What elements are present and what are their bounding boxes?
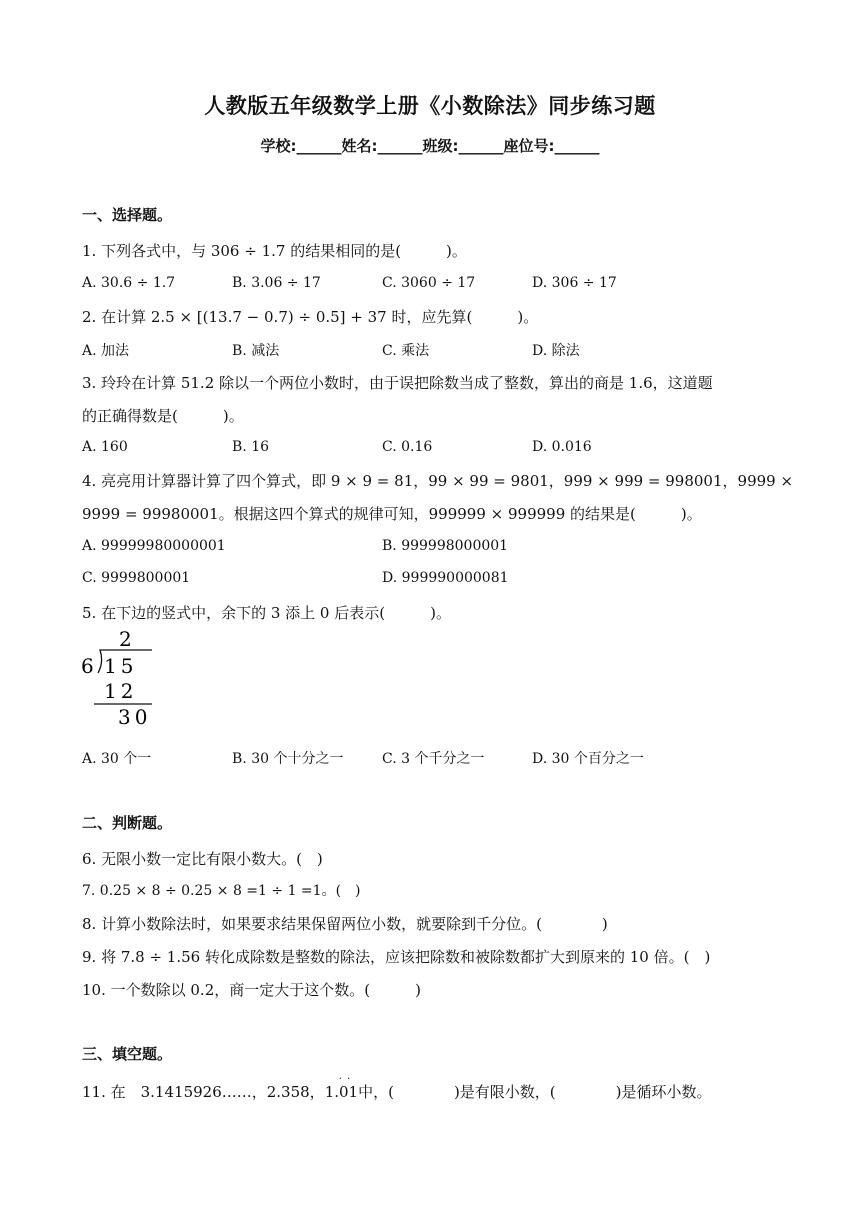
q1-option-b: B. 3.06 ÷ 17 [232, 275, 321, 291]
q1-option-c: C. 3060 ÷ 17 [382, 275, 476, 291]
question-6: 6. 无限小数一定比有限小数大。( ) [82, 850, 323, 868]
question-10: 10. 一个数除以 0.2，商一定大于这个数。( ) [82, 981, 421, 999]
question-4-line-1: 4. 亮亮用计算器计算了四个算式，即 9 × 9 = 81，99 × 99 = 9801，999 × 999 = 998001，9999 × [82, 472, 794, 490]
section-heading-fill: 三、填空题。 [82, 1045, 173, 1063]
q4-option-c: C. 9999800001 [82, 570, 191, 586]
division-product: 12 [104, 679, 138, 703]
repeating-dots: · · [338, 1074, 352, 1085]
q3-option-c: C. 0.16 [382, 439, 433, 455]
division-dividend: 15 [104, 654, 138, 678]
q2-option-a: A. 加法 [82, 343, 130, 359]
q3-option-b: B. 16 [232, 439, 270, 455]
q5-option-b: B. 30 个十分之一 [232, 751, 344, 767]
division-divisor: 6 [81, 654, 94, 678]
question-7: 7. 0.25 × 8 ÷ 0.25 × 8 =1 ÷ 1 =1。( ) [82, 883, 361, 899]
q5-option-a: A. 30 个一 [82, 751, 152, 767]
q2-option-d: D. 除法 [532, 343, 580, 359]
section-heading-judge: 二、判断题。 [82, 814, 173, 832]
student-info-line: 学校:______姓名:______班级:______座位号:______ [260, 137, 600, 155]
question-5: 5. 在下边的竖式中，余下的 3 添上 0 后表示( )。 [82, 604, 451, 622]
division-quotient: 2 [119, 627, 132, 651]
q11-suffix: 中，( )是有限小数，( )是循环小数。 [358, 1083, 712, 1101]
repeating-decimal-value: 1.01 [324, 1083, 359, 1101]
question-8: 8. 计算小数除法时，如果要求结果保留两位小数，就要除到千分位。( ) [82, 915, 608, 933]
question-1: 1. 下列各式中，与 306 ÷ 1.7 的结果相同的是( )。 [82, 242, 467, 260]
q4-option-d: D. 999990000081 [382, 570, 509, 586]
q11-prefix: 11. 在 3.1415926……，2.358， [82, 1083, 325, 1101]
q2-option-c: C. 乘法 [382, 343, 430, 359]
repeating-decimal [324, 1074, 359, 1101]
question-9: 9. 将 7.8 ÷ 1.56 转化成除数是整数的除法，应该把除数和被除数都扩大到原来的 10 倍。( ) [82, 948, 711, 966]
division-remainder: 30 [118, 705, 152, 729]
question-2: 2. 在计算 2.5 × [(13.7 − 0.7) ÷ 0.5] + 37 时，应先算( )。 [82, 308, 539, 326]
page-title: 人教版五年级数学上册《小数除法》同步练习题 [204, 94, 656, 118]
section-heading-choice: 一、选择题。 [82, 206, 173, 224]
question-3-line-1: 3. 玲玲在计算 51.2 除以一个两位小数时，由于误把除数当成了整数，算出的商是 1.6，这道题 [82, 374, 713, 392]
q3-option-a: A. 160 [82, 439, 128, 455]
q5-option-d: D. 30 个百分之一 [532, 751, 644, 767]
q1-option-a: A. 30.6 ÷ 1.7 [82, 275, 176, 291]
q4-option-a: A. 99999980000001 [82, 538, 226, 554]
q5-option-c: C. 3 个千分之一 [382, 751, 485, 767]
question-4-line-2: 9999 = 99980001。根据这四个算式的规律可知，999999 × 999999 的结果是( )。 [82, 505, 702, 523]
long-division-figure [80, 626, 160, 732]
q3-option-d: D. 0.016 [532, 439, 592, 455]
q4-option-b: B. 999998000001 [382, 538, 509, 554]
q1-option-d: D. 306 ÷ 17 [532, 275, 617, 291]
question-11 [82, 1074, 712, 1102]
question-3-line-2: 的正确得数是( )。 [82, 407, 244, 425]
q2-option-b: B. 减法 [232, 343, 280, 359]
